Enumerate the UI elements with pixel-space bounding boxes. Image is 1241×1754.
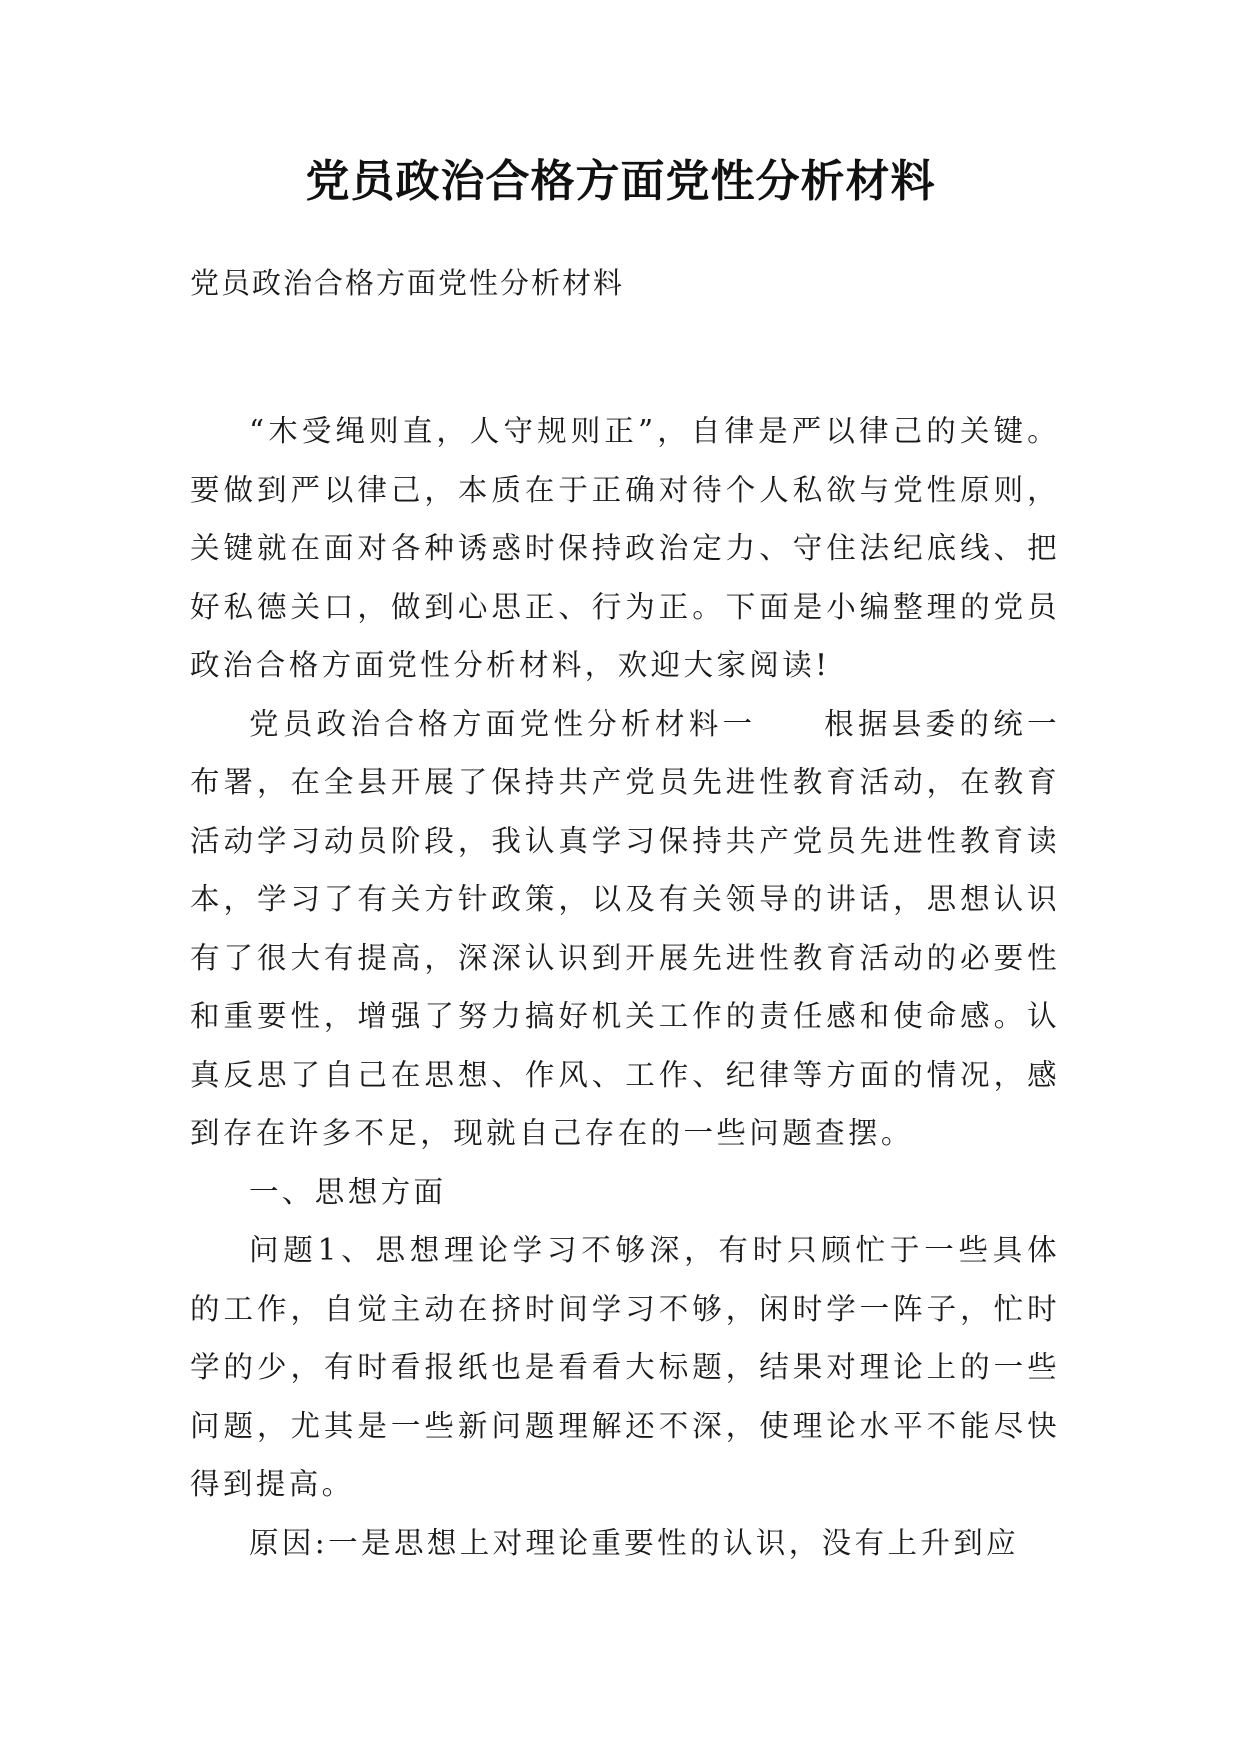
body-paragraph: 问题1、思想理论学习不够深，有时只顾忙于一些具体的工作，自觉主动在挤时间学习不够，闲时学一阵子，忙时学的少，有时看报纸也是看看大标题，结果对理论上的一些问题，尤其是一些新问题理解还不深，使理论水平不能尽快得到提高。 <box>190 1233 1060 1501</box>
body-paragraph: “木受绳则直，人守规则正”，自律是严以律己的关键。要做到严以律己，本质在于正确对待个人私欲与党性原则，关键就在面对各种诱惑时保持政治定力、守住法纪底线、把好私德关口，做到心思正、行为正。下面是小编整理的党员政治合格方面党性分析材料，欢迎大家阅读! <box>190 414 1060 682</box>
document-title: 党员政治合格方面党性分析材料 <box>305 156 936 207</box>
document-body <box>190 402 1060 1572</box>
section-heading: 一、思想方面 <box>249 1174 447 1209</box>
document-subtitle: 党员政治合格方面党性分析材料 <box>190 266 625 300</box>
body-paragraph: 原因:一是思想上对理论重要性的认识，没有上升到应 <box>249 1525 1020 1560</box>
body-paragraph: 党员政治合格方面党性分析材料一 根据县委的统一布署，在全县开展了保持共产党员先进性教育活动，在教育活动学习动员阶段，我认真学习保持共产党员先进性教育读本，学习了有关方针政策，以及有关领导的讲话，思想认识有了很大有提高，深深认识到开展先进性教育活动的必要性和重要性，增强了努力搞好机关工作的责任感和使命感。认真反思了自己在思想、作风、工作、纪律等方面的情况，感到存在许多不足，现就自己存在的一些问题查摆。 <box>190 706 1060 1150</box>
